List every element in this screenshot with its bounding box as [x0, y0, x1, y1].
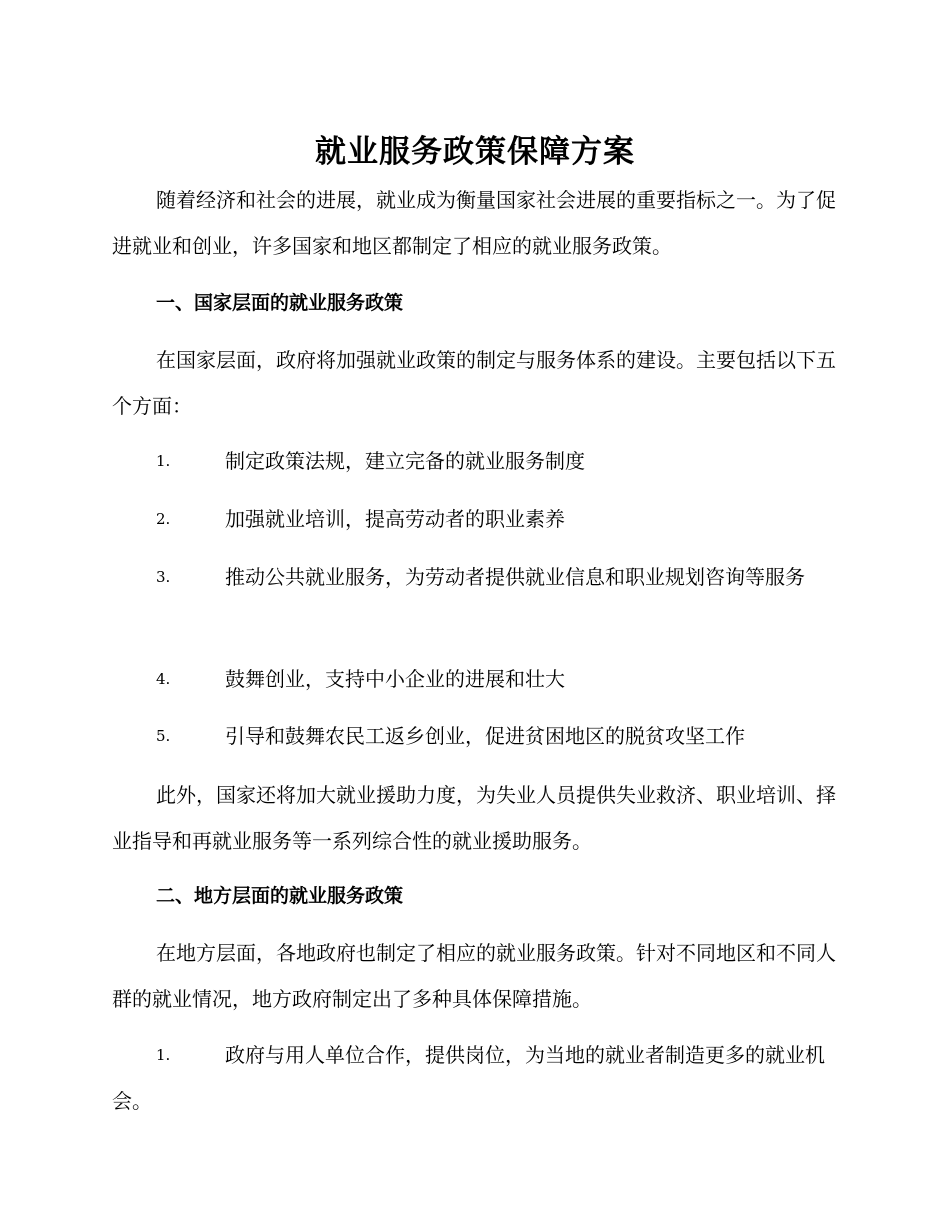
- list-item: [112, 656, 842, 702]
- list-item-text: 加强就业培训，提高劳动者的职业素养: [225, 507, 565, 531]
- list-item: [112, 438, 842, 484]
- list-item-text: 制定政策法规，建立完备的就业服务制度: [225, 449, 585, 473]
- list-item-number: 3.: [156, 568, 171, 586]
- list-item-text: 政府与用人单位合作，提供岗位，为当地的就业者制造更多的就业机会。: [112, 1043, 825, 1113]
- section-1-heading: 一、国家层面的就业服务政策: [156, 292, 404, 314]
- list-item: [112, 496, 842, 542]
- section-2-paragraph: 在地方层面，各地政府也制定了相应的就业服务政策。针对不同地区和不同人群的就业情况，地方政府制定出了多种具体保障措施。: [112, 941, 836, 1011]
- document-title: 就业服务政策保障方案: [315, 134, 635, 170]
- list-item-text: 推动公共就业服务，为劳动者提供就业信息和职业规划咨询等服务: [225, 565, 805, 589]
- list-item-number: 2.: [156, 510, 171, 528]
- list-item-number: 1.: [156, 452, 171, 470]
- list-item: [112, 554, 842, 600]
- list-item-text: 引导和鼓舞农民工返乡创业，促进贫困地区的脱贫攻坚工作: [225, 724, 745, 748]
- section-1-paragraph: 在国家层面，政府将加强就业政策的制定与服务体系的建设。主要包括以下五个方面：: [112, 348, 836, 418]
- section-1-closing-paragraph: 此外，国家还将加大就业援助力度，为失业人员提供失业救济、职业培训、择业指导和再就业服务等一系列综合性的就业援助服务。: [112, 783, 836, 853]
- intro-paragraph: 随着经济和社会的进展，就业成为衡量国家社会进展的重要指标之一。为了促进就业和创业，许多国家和地区都制定了相应的就业服务政策。: [112, 188, 836, 258]
- list-item-text: 鼓舞创业，支持中小企业的进展和壮大: [225, 667, 565, 691]
- list-item: [112, 713, 842, 759]
- list-item-number: 1.: [156, 1046, 171, 1064]
- section-2-heading: 二、地方层面的就业服务政策: [156, 885, 404, 907]
- list-item-number: 5.: [156, 727, 171, 745]
- list-item-number: 4.: [156, 670, 171, 688]
- list-item: [112, 1032, 842, 1124]
